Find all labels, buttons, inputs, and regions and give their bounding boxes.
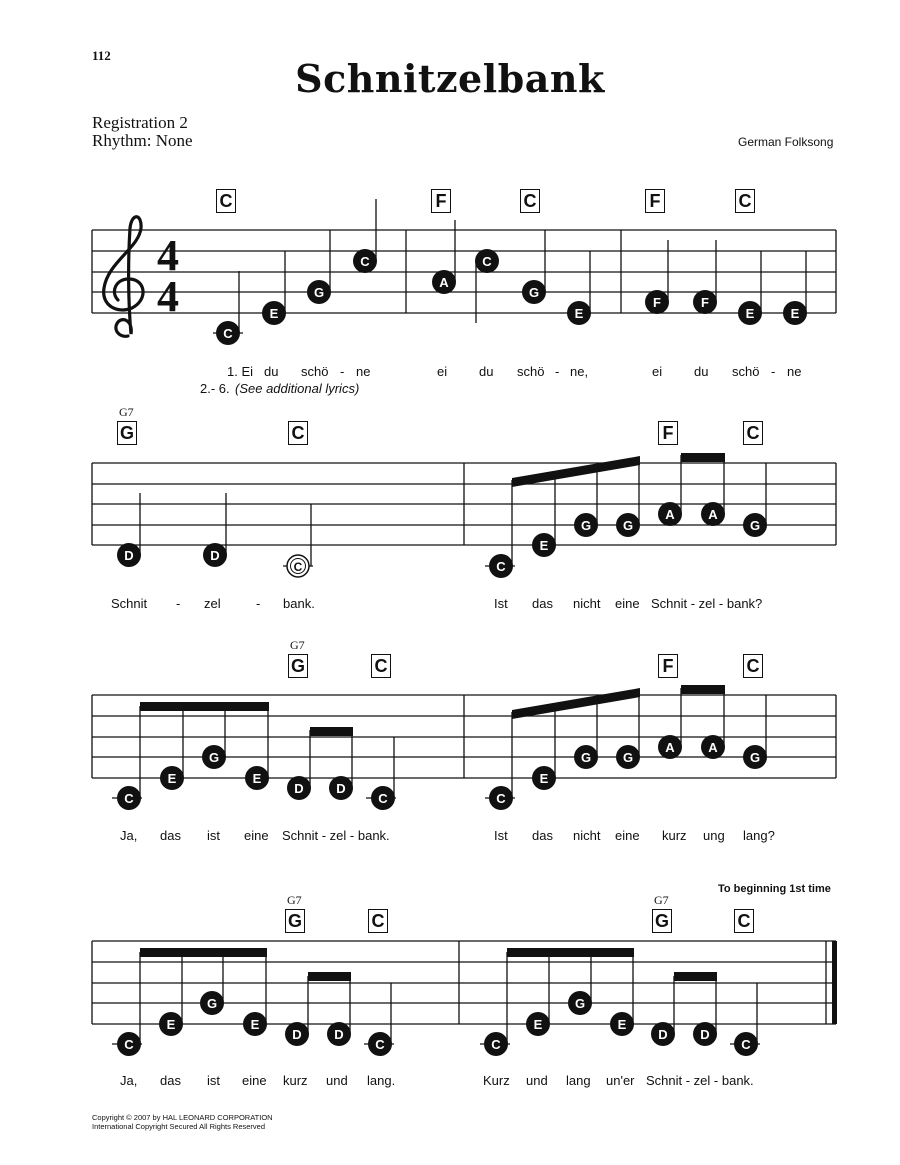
svg-text:G: G xyxy=(528,285,540,300)
svg-text:A: A xyxy=(665,507,675,522)
lyric: ei xyxy=(652,364,663,379)
svg-text:D: D xyxy=(334,1027,344,1042)
note xyxy=(245,766,269,790)
svg-text:E: E xyxy=(790,306,800,321)
note xyxy=(159,1012,183,1036)
svg-text:D: D xyxy=(658,1027,668,1042)
lyric: eine xyxy=(615,828,640,843)
lyric: schö xyxy=(732,364,760,379)
note xyxy=(489,786,513,810)
repeat-direction: To beginning 1st time xyxy=(718,883,831,895)
lyric: das xyxy=(532,596,553,611)
svg-text:E: E xyxy=(166,1017,176,1032)
chord-box-g: G xyxy=(285,909,305,933)
lyric: - xyxy=(340,364,345,379)
composer-credit: German Folksong xyxy=(738,135,834,149)
note xyxy=(616,513,640,537)
svg-text:C: C xyxy=(360,254,370,269)
lyric: 2.- 6. xyxy=(200,381,230,396)
lyric: eine xyxy=(242,1073,267,1088)
lyric: das xyxy=(532,828,553,843)
note xyxy=(526,1012,550,1036)
svg-text:A: A xyxy=(708,740,718,755)
svg-text:E: E xyxy=(167,771,177,786)
note xyxy=(484,1032,508,1056)
note xyxy=(701,502,725,526)
note xyxy=(658,502,682,526)
chord-box-g: G xyxy=(117,421,137,445)
svg-text:E: E xyxy=(269,306,279,321)
note xyxy=(693,1022,717,1046)
rhythm-label: Rhythm: None xyxy=(92,131,193,150)
svg-text:E: E xyxy=(574,306,584,321)
svg-text:G: G xyxy=(206,996,218,1011)
svg-text:E: E xyxy=(533,1017,543,1032)
note xyxy=(202,745,226,769)
lyric: du xyxy=(479,364,494,379)
chord-box-c: C xyxy=(743,654,763,678)
chord-name: G7 xyxy=(119,405,134,419)
note xyxy=(522,280,546,304)
svg-text:E: E xyxy=(745,306,755,321)
note xyxy=(117,786,141,810)
chord-box-f: F xyxy=(658,421,678,445)
note xyxy=(738,301,762,325)
lyric: ne, xyxy=(570,364,589,379)
svg-text:C: C xyxy=(741,1037,751,1052)
time-signature-top: 4 xyxy=(157,231,179,280)
note xyxy=(701,735,725,759)
chord-box-c: C xyxy=(371,654,391,678)
lyric: lang? xyxy=(743,828,775,843)
lyric: - xyxy=(176,596,181,611)
chord-name: G7 xyxy=(654,893,669,907)
note xyxy=(489,554,513,578)
svg-text:D: D xyxy=(700,1027,710,1042)
note xyxy=(203,543,227,567)
chord-box-f: F xyxy=(645,189,665,213)
svg-text:E: E xyxy=(252,771,262,786)
lyric: schö xyxy=(517,364,545,379)
note xyxy=(117,1032,141,1056)
svg-text:C: C xyxy=(293,560,303,574)
svg-text:C: C xyxy=(491,1037,501,1052)
lyric: nicht xyxy=(573,828,601,843)
final-barline xyxy=(832,941,837,1024)
svg-text:G: G xyxy=(208,750,220,765)
lyric: lang xyxy=(566,1073,591,1088)
svg-text:C: C xyxy=(375,1037,385,1052)
note xyxy=(216,321,240,345)
lyric: lang. xyxy=(367,1073,396,1088)
lyric: ne xyxy=(356,364,371,379)
svg-text:A: A xyxy=(439,275,449,290)
svg-text:G: G xyxy=(574,996,586,1011)
svg-text:D: D xyxy=(294,781,304,796)
lyric: Schnit - zel - bank? xyxy=(651,596,763,611)
lyric: Schnit - zel - bank. xyxy=(646,1073,754,1088)
note xyxy=(432,270,456,294)
note xyxy=(783,301,807,325)
page-number: 112 xyxy=(92,48,111,63)
copyright-line: Copyright © 2007 by HAL LEONARD CORPORATION xyxy=(92,1113,273,1122)
svg-text:A: A xyxy=(665,740,675,755)
staff-system-1 xyxy=(92,199,836,345)
lyric: Ja, xyxy=(120,1073,138,1088)
svg-text:C: C xyxy=(124,791,134,806)
chord-box-c: C xyxy=(520,189,540,213)
lyric: Kurz xyxy=(483,1073,510,1088)
note xyxy=(658,735,682,759)
svg-text:C: C xyxy=(496,791,506,806)
note xyxy=(262,301,286,325)
staff-system-4 xyxy=(92,941,837,1056)
svg-text:G: G xyxy=(580,518,592,533)
lyric: ne xyxy=(787,364,802,379)
chord-box-f: F xyxy=(658,654,678,678)
note xyxy=(327,1022,351,1046)
svg-text:C: C xyxy=(124,1037,134,1052)
svg-text:E: E xyxy=(617,1017,627,1032)
note xyxy=(743,513,767,537)
lyric: das xyxy=(160,1073,181,1088)
svg-text:F: F xyxy=(701,295,709,310)
note xyxy=(616,745,640,769)
lyric: Ist xyxy=(494,596,508,611)
chord-box-c: C xyxy=(216,189,236,213)
svg-text:G: G xyxy=(749,518,761,533)
svg-text:C: C xyxy=(378,791,388,806)
note xyxy=(610,1012,634,1036)
note xyxy=(287,776,311,800)
chord-name: G7 xyxy=(290,638,305,652)
lyric: kurz xyxy=(283,1073,308,1088)
svg-text:E: E xyxy=(539,538,549,553)
svg-text:D: D xyxy=(124,548,134,563)
page-title: Schnitzelbank xyxy=(295,56,605,101)
svg-text:G: G xyxy=(580,750,592,765)
lyric: kurz xyxy=(662,828,687,843)
registration-label: Registration 2 xyxy=(92,113,188,132)
note xyxy=(645,290,669,314)
lyric: un'er xyxy=(606,1073,635,1088)
svg-text:D: D xyxy=(292,1027,302,1042)
lyric: 1. Ei xyxy=(227,364,254,379)
svg-text:F: F xyxy=(653,295,661,310)
chord-box-f: F xyxy=(431,189,451,213)
note xyxy=(160,766,184,790)
lyric: und xyxy=(526,1073,548,1088)
lyric: eine xyxy=(244,828,269,843)
note-whole xyxy=(287,555,309,577)
chord-name: G7 xyxy=(287,893,302,907)
lyric: ist xyxy=(207,1073,220,1088)
chord-box-c: C xyxy=(288,421,308,445)
note xyxy=(574,745,598,769)
lyric: und xyxy=(326,1073,348,1088)
note xyxy=(475,249,499,273)
svg-text:D: D xyxy=(210,548,220,563)
lyric: - xyxy=(771,364,776,379)
chord-box-c: C xyxy=(743,421,763,445)
note xyxy=(371,786,395,810)
lyric: Ja, xyxy=(120,828,138,843)
note xyxy=(353,249,377,273)
note xyxy=(651,1022,675,1046)
chord-box-c: C xyxy=(735,189,755,213)
svg-text:D: D xyxy=(336,781,346,796)
chord-box-g: G xyxy=(652,909,672,933)
svg-text:C: C xyxy=(223,326,233,341)
staff-system-2 xyxy=(92,453,836,578)
note xyxy=(532,766,556,790)
chord-box-g: G xyxy=(288,654,308,678)
lyric: du xyxy=(264,364,279,379)
note xyxy=(243,1012,267,1036)
lyric: eine xyxy=(615,596,640,611)
svg-text:G: G xyxy=(749,750,761,765)
note xyxy=(743,745,767,769)
lyric: nicht xyxy=(573,596,601,611)
lyric: schö xyxy=(301,364,329,379)
svg-text:G: G xyxy=(622,750,634,765)
note xyxy=(329,776,353,800)
note xyxy=(734,1032,758,1056)
svg-text:G: G xyxy=(313,285,325,300)
lyric: du xyxy=(694,364,709,379)
note xyxy=(117,543,141,567)
note xyxy=(568,991,592,1015)
lyric: Ist xyxy=(494,828,508,843)
lyric: Schnit xyxy=(111,596,148,611)
note xyxy=(574,513,598,537)
lyric: zel xyxy=(204,596,221,611)
lyric: - xyxy=(555,364,560,379)
svg-text:A: A xyxy=(708,507,718,522)
svg-text:C: C xyxy=(496,559,506,574)
svg-text:E: E xyxy=(250,1017,260,1032)
note xyxy=(368,1032,392,1056)
note xyxy=(307,280,331,304)
lyric-note: (See additional lyrics) xyxy=(235,381,360,396)
note xyxy=(532,533,556,557)
chord-box-c: C xyxy=(734,909,754,933)
note xyxy=(285,1022,309,1046)
copyright-line: International Copyright Secured All Rights Reserved xyxy=(92,1122,266,1131)
lyric: ei xyxy=(437,364,448,379)
lyric: das xyxy=(160,828,181,843)
svg-text:G: G xyxy=(622,518,634,533)
chord-box-c: C xyxy=(368,909,388,933)
staff-system-3 xyxy=(92,685,836,810)
lyric: ist xyxy=(207,828,220,843)
lyric: - xyxy=(256,596,261,611)
time-signature-bottom: 4 xyxy=(157,272,179,321)
lyric: bank. xyxy=(283,596,315,611)
svg-text:C: C xyxy=(482,254,492,269)
lyric: Schnit - zel - bank. xyxy=(282,828,390,843)
note xyxy=(200,991,224,1015)
note xyxy=(693,290,717,314)
svg-text:E: E xyxy=(539,771,549,786)
lyric: ung xyxy=(703,828,725,843)
treble-clef-icon xyxy=(104,217,143,337)
note xyxy=(567,301,591,325)
